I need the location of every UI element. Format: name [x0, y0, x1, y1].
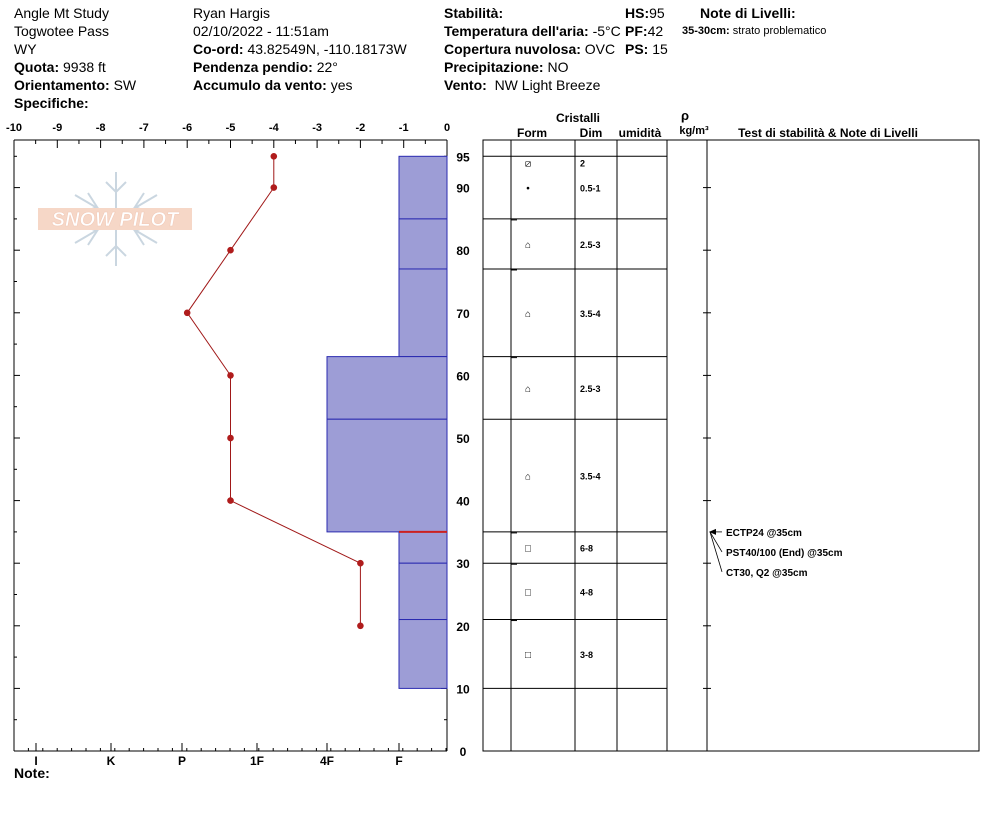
hardness-layer-1 — [399, 219, 447, 269]
crystal-size-0: 2 — [580, 158, 586, 169]
crystal-form-3: ⌂ — [524, 308, 532, 320]
temperature-point — [357, 623, 364, 630]
elevation: Quota: 9938 ft — [14, 59, 106, 75]
crystal-size-4: 2.5-3 — [580, 383, 601, 394]
crystal-form-8: □ — [524, 649, 532, 661]
temp-tick-label: -10 — [6, 122, 22, 134]
crystal-size-3: 3.5-4 — [580, 308, 601, 319]
height-tick-label: 0 — [459, 745, 467, 759]
header-crystals: Cristalli — [555, 111, 601, 125]
crystal-form-5: ⌂ — [524, 471, 532, 483]
snowpilot-watermark — [38, 172, 192, 266]
temp-tick-label: -4 — [268, 122, 279, 134]
height-tick-label: 70 — [456, 306, 470, 321]
specifics: Specifiche: — [14, 95, 89, 111]
crystal-form-0: ⧄ — [524, 158, 532, 170]
height-tick-label: 30 — [456, 557, 470, 572]
layer-note: 35-30cm: strato problematico — [682, 25, 827, 37]
crystal-form-6: □ — [524, 543, 532, 555]
cloud-cover: Copertura nuvolosa: OVC — [444, 41, 616, 57]
notes-label: Note: — [14, 765, 50, 781]
temperature-point — [227, 247, 234, 254]
state-name: WY — [14, 41, 37, 57]
temp-tick-label: -9 — [52, 122, 63, 134]
height-tick-label: 10 — [456, 682, 470, 697]
stability-test-1: PST40/100 (End) @35cm — [726, 547, 843, 559]
temp-tick-label: -7 — [139, 122, 149, 134]
stability-test-2: CT30, Q2 @35cm — [726, 567, 808, 579]
header-rho: ρ — [680, 108, 690, 123]
temp-tick-label: -2 — [355, 122, 366, 134]
crystal-size-1: 0.5-1 — [580, 183, 601, 194]
temp-tick-label: -1 — [398, 122, 409, 134]
crystal-table-frame — [483, 140, 979, 751]
crystal-form-7: □ — [524, 587, 532, 599]
hardness-layer-3 — [327, 357, 447, 420]
height-tick-label: 90 — [456, 181, 470, 196]
aspect: Orientamento: SW — [14, 77, 137, 93]
crystal-size-5: 3.5-4 — [580, 471, 601, 482]
hardness-layer-5 — [399, 532, 447, 563]
snow-height: HS:95 — [625, 5, 665, 21]
header-tests: Test di stabilità & Note di Livelli — [738, 126, 918, 140]
temperature-point — [227, 372, 234, 379]
header-size: Dim — [579, 126, 603, 140]
stability-test-0: ECTP24 @35cm — [726, 527, 802, 539]
height-tick-label: 95 — [456, 150, 470, 165]
stability: Stabilità: — [444, 5, 504, 21]
ski-penetration: PS: 15 — [625, 41, 668, 57]
layer-notes-title: Note di Livelli: — [700, 5, 796, 21]
height-tick-label: 80 — [456, 244, 470, 259]
crystal-size-2: 2.5-3 — [580, 239, 601, 250]
wind: Vento: NW Light Breeze — [444, 77, 601, 93]
hardness-tick-label: P — [177, 754, 187, 768]
crystal-form-4: ⌂ — [524, 383, 532, 395]
temp-tick-label: 0 — [443, 122, 451, 134]
temp-tick-label: -8 — [95, 122, 106, 134]
header-form: Form — [517, 126, 547, 140]
hardness-layer-7 — [399, 620, 447, 689]
temperature-point — [227, 435, 234, 442]
temp-tick-label: -5 — [225, 122, 236, 134]
hardness-tick-label: K — [106, 754, 116, 768]
air-temperature: Temperatura dell'aria: -5°C — [444, 23, 621, 39]
temp-tick-label: -6 — [182, 122, 193, 134]
height-tick-label: 40 — [456, 494, 470, 509]
temperature-point — [357, 560, 364, 567]
header-moisture: umidità — [618, 126, 662, 140]
temperature-point — [227, 497, 234, 504]
stability-test-arrow-icon — [709, 529, 716, 535]
location-name: Togwotee Pass — [14, 23, 109, 39]
wind-loading: Accumulo da vento: yes — [193, 77, 353, 93]
crystal-size-6: 6-8 — [580, 543, 594, 554]
temperature-point — [271, 184, 278, 191]
slope-angle: Pendenza pendio: 22° — [193, 59, 338, 75]
hardness-tick-label: I — [34, 754, 38, 768]
hardness-layer-4 — [327, 419, 447, 532]
hardness-layer-2 — [399, 269, 447, 357]
hardness-tick-label: F — [395, 754, 403, 768]
study-name: Angle Mt Study — [14, 5, 109, 21]
precipitation: Precipitazione: NO — [444, 59, 569, 75]
coordinates: Co-ord: 43.82549N, -110.18173W — [193, 41, 407, 57]
snowpilot-logo-text: SNOW PILOT — [51, 209, 179, 231]
hardness-tick-label: 4F — [319, 754, 335, 768]
temperature-point — [184, 310, 191, 317]
hardness-tick-label: 1F — [249, 754, 265, 768]
hardness-layer-6 — [399, 563, 447, 619]
crystal-size-7: 4-8 — [580, 587, 594, 598]
height-tick-label: 60 — [456, 369, 470, 384]
crystal-size-8: 3-8 — [580, 649, 594, 660]
observer-name: Ryan Hargis — [193, 5, 271, 21]
header-density-unit: kg/m³ — [679, 125, 709, 137]
crystal-form-2: ⌂ — [524, 239, 532, 251]
hardness-layer-0 — [399, 156, 447, 219]
temp-tick-label: -3 — [312, 122, 322, 134]
height-tick-label: 20 — [456, 619, 470, 634]
crystal-form-1: • — [526, 183, 530, 195]
stability-test-leader — [710, 532, 722, 572]
temperature-point — [271, 153, 278, 160]
height-tick-label: 50 — [456, 432, 470, 446]
observation-datetime: 02/10/2022 - 11:51am — [193, 23, 329, 39]
foot-penetration: PF:42 — [625, 23, 664, 39]
